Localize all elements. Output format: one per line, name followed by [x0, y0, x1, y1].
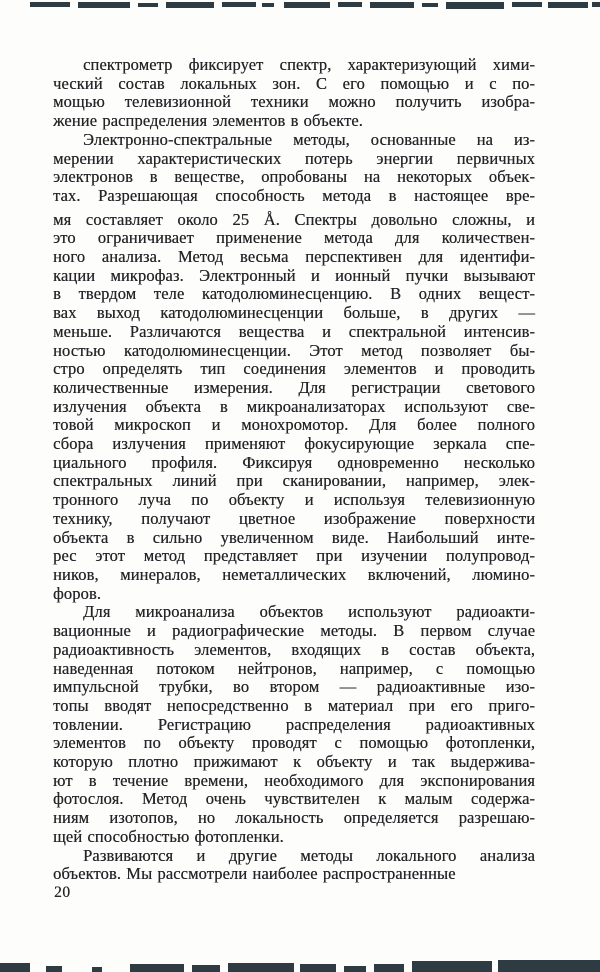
text-line: товой микроскоп и монохромотор. Для более полного: [53, 415, 535, 435]
text-line: мерении характеристических потерь энергии первичных: [53, 148, 535, 168]
text-line: количественные измерения. Для регистрации светового: [53, 377, 535, 397]
text-line: щей способностью фотопленки.: [53, 826, 284, 846]
text-line: которую плотно прижимают к объекту и так выдержива-: [53, 752, 535, 772]
text-line: циального профиля. Фиксируя одновременно несколько: [53, 452, 535, 472]
text-line: объектов. Мы рассмотрели наиболее распространенные: [53, 864, 456, 884]
page-number: 20: [54, 884, 71, 901]
text-line: Развиваются и другие методы локального анализа: [83, 845, 535, 865]
text-line: ного анализа. Метод весьма перспективен для идентифи-: [53, 247, 535, 267]
text-line: форов.: [53, 583, 101, 603]
text-line: сбора излучения применяют фокусирующие зеркала спе-: [53, 434, 535, 454]
torn-edge-top-decoration: [0, 0, 600, 12]
text-line: жение распределения элементов в объекте.: [53, 111, 363, 131]
text-line: ческий состав локальных зон. С его помощью и с по-: [53, 73, 535, 93]
text-line: элементов по объекту проводят с помощью фотопленки,: [53, 733, 535, 753]
text-line: это ограничивает применение метода для количествен-: [53, 228, 535, 248]
text-line: кации микрофаз. Электронный и ионный пучки вызывают: [53, 265, 535, 285]
text-line: объекта в сильно увеличенном виде. Наибольший инте-: [53, 527, 535, 547]
page-text-block: [53, 56, 535, 884]
text-line: фотослоя. Метод очень чувствителен к малым содержа-: [53, 789, 535, 809]
text-line: излучения объекта в микроанализаторах используют све-: [53, 396, 535, 416]
text-line: тах. Разрешающая способность метода в настоящее вре-: [53, 185, 535, 205]
text-line: ностью катодолюминесценции. Этот метод позволяет бы-: [53, 340, 535, 360]
torn-edge-bottom-decoration: [0, 956, 600, 972]
text-line: Электронно-спектральные методы, основанные на из-: [83, 129, 535, 149]
text-line: импульсной трубки, во втором — радиоактивные изо-: [53, 677, 535, 697]
text-line: спектрометр фиксирует спектр, характеризующий хими-: [83, 55, 535, 74]
text-line: вах выход катодолюминесценции больше, в других —: [53, 303, 535, 323]
text-line: наведенная потоком нейтронов, например, с помощью: [53, 658, 535, 678]
text-line: стро определять тип соединения элементов и проводить: [53, 359, 535, 379]
text-line: технику, получают цветное изображение поверхности: [53, 508, 535, 528]
text-line: электронов в веществе, опробованы на некоторых объек-: [53, 167, 535, 187]
text-line: вационные и радиографические методы. В первом случае: [53, 621, 535, 641]
text-line: радиоактивность элементов, входящих в состав объекта,: [53, 639, 535, 659]
text-line: рес этот метод представляет при изучении полупровод-: [53, 546, 535, 566]
text-line: Для микроанализа объектов используют радиоакти-: [83, 602, 535, 622]
text-line: тронного луча по объекту и используя телевизионную: [53, 490, 535, 510]
text-line: ниям изотопов, но локальность определяется разрешаю-: [53, 808, 535, 828]
text-line: меньше. Различаются вещества и спектральной интенсив-: [53, 321, 535, 341]
text-line: мя составляет около 25 Å. Спектры довольно сложны, и: [53, 209, 535, 229]
text-line: топы вводят непосредственно в материал при его приго-: [53, 695, 535, 715]
text-line: ников, минералов, неметаллических включений, люмино-: [53, 564, 535, 584]
text-line: в твердом теле катодолюминесценцию. В одних вещест-: [53, 284, 535, 304]
text-line: мощью телевизионной техники можно получить изобра-: [53, 92, 535, 112]
text-line: ют в течение времени, необходимого для экспонирования: [53, 770, 535, 790]
text-line: спектральных линий при сканировании, например, элек-: [53, 471, 535, 491]
text-line: товлении. Регистрацию распределения радиоактивных: [53, 714, 535, 734]
